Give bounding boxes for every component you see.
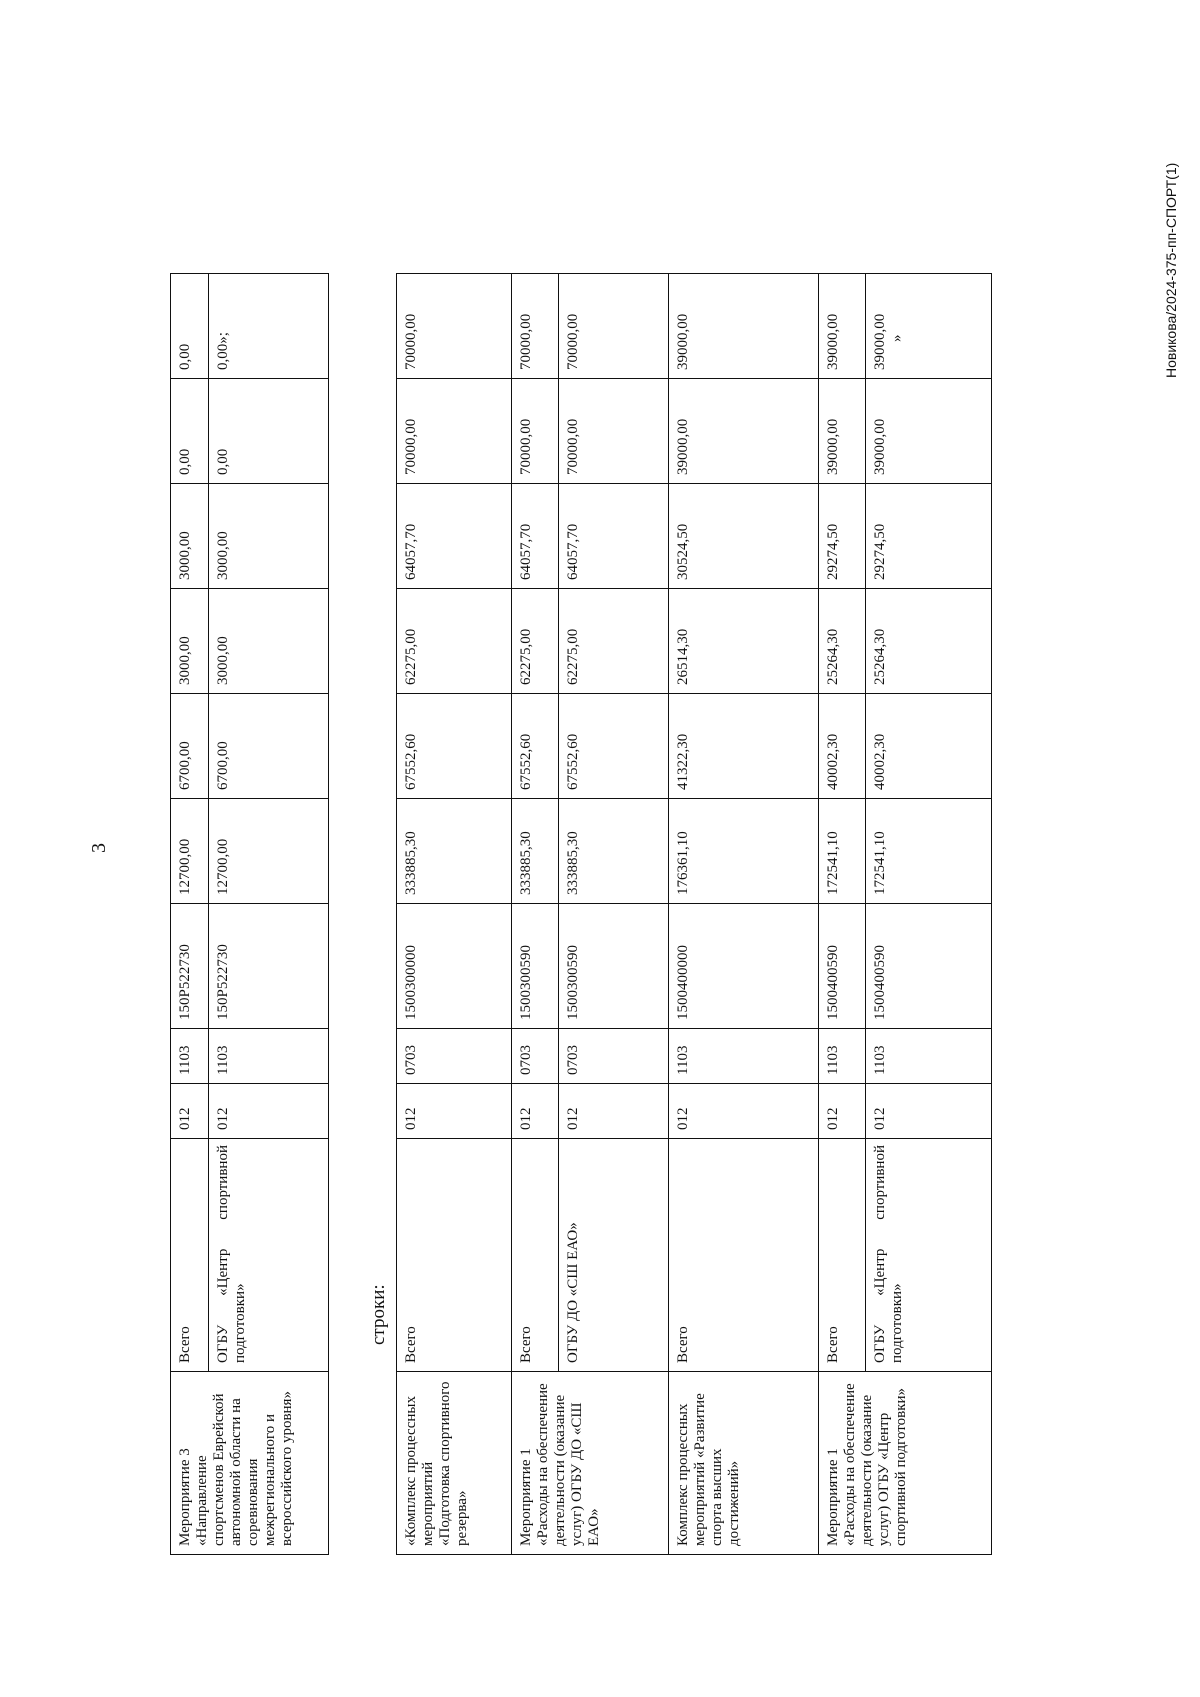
rzpr-cell: 1103 <box>171 1029 209 1084</box>
grbs-cell: 012 <box>559 1084 669 1139</box>
grbs-cell: 012 <box>209 1084 329 1139</box>
value-cell-3: 62275,00 <box>397 589 512 694</box>
executor-text: Всего <box>675 1326 691 1363</box>
measure-name-cell <box>171 1372 329 1555</box>
table-row <box>512 274 559 1555</box>
measure-name-line: услуг) ОГБУ «Центр <box>876 1412 892 1546</box>
executor-word: спортивной <box>872 1145 888 1220</box>
rzpr-cell: 1103 <box>819 1029 866 1084</box>
value-cell-3: 62275,00 <box>512 589 559 694</box>
measure-name-line: «Расходы на обеспечение <box>535 1383 551 1546</box>
value-cell-5: 39000,00 <box>669 379 819 484</box>
executor-text: Всего <box>518 1326 534 1363</box>
csr-cell: 1500300590 <box>559 904 669 1029</box>
csr-cell: 150Р522730 <box>209 904 329 1029</box>
measure-name-line: «Подготовка спортивного <box>437 1381 453 1546</box>
table-rows <box>396 273 992 1555</box>
value-cell-6: 70000,00 <box>397 274 512 379</box>
value-cell-6: 70000,00 <box>512 274 559 379</box>
executor-line <box>215 1145 232 1363</box>
rzpr-cell: 0703 <box>397 1029 512 1084</box>
measure-name-line: «Расходы на обеспечение <box>842 1383 858 1546</box>
executor-line: подготовки» <box>889 1283 905 1363</box>
value-cell-4: 3000,00 <box>209 484 329 589</box>
value-cell-3: 25264,30 <box>819 589 866 694</box>
value-cell-1: 12700,00 <box>209 799 329 904</box>
measure-name-line: всероссийского уровня» <box>279 1391 295 1546</box>
executor-cell <box>559 1139 669 1372</box>
footer-code: Новикова/2024-375-пп-СПОРТ(1) <box>1163 162 1179 378</box>
executor-word: «Центр <box>215 1248 231 1296</box>
value-cell-6: 39000,00 <box>669 274 819 379</box>
measure-name-line: «Комплекс процессных <box>403 1396 419 1546</box>
csr-cell: 1500400590 <box>866 904 992 1029</box>
grbs-cell: 012 <box>512 1084 559 1139</box>
table-measure-3 <box>170 273 329 1555</box>
strings-label: строки: <box>368 1284 389 1345</box>
value-cell-2: 67552,60 <box>559 694 669 799</box>
grbs-cell: 012 <box>397 1084 512 1139</box>
value-cell-6: 39000,00 » <box>866 274 992 379</box>
value-cell-5: 70000,00 <box>512 379 559 484</box>
measure-name-line: ЕАО» <box>586 1508 602 1546</box>
measure-name-line: мероприятий <box>420 1461 436 1546</box>
measure-name-line: услуг) ОГБУ ДО «СШ <box>569 1402 585 1546</box>
grbs-cell: 012 <box>171 1084 209 1139</box>
table-row <box>171 274 209 1555</box>
grbs-cell: 012 <box>669 1084 819 1139</box>
measure-name-line: спорта высших <box>709 1448 725 1546</box>
value-cell-2: 41322,30 <box>669 694 819 799</box>
measure-name-cell <box>397 1372 512 1555</box>
table-row <box>669 274 819 1555</box>
executor-cell <box>819 1139 866 1372</box>
executor-word: ОГБУ <box>872 1324 888 1363</box>
value-cell-1: 176361,10 <box>669 799 819 904</box>
executor-cell <box>669 1139 819 1372</box>
table-row <box>397 274 512 1555</box>
measure-name-line: Мероприятие 1 <box>518 1448 534 1546</box>
rzpr-cell: 0703 <box>559 1029 669 1084</box>
executor-text: Всего <box>403 1326 419 1363</box>
measure-name-line: Мероприятие 1 <box>825 1448 841 1546</box>
value-cell-2: 67552,60 <box>397 694 512 799</box>
rzpr-cell: 1103 <box>209 1029 329 1084</box>
value-cell-2: 6700,00 <box>171 694 209 799</box>
csr-cell: 1500400000 <box>669 904 819 1029</box>
measure-name-line: соревнования <box>245 1458 261 1546</box>
value-cell-5: 0,00 <box>209 379 329 484</box>
csr-cell: 1500400590 <box>819 904 866 1029</box>
value-cell-6: 39000,00 <box>819 274 866 379</box>
rzpr-cell: 1103 <box>866 1029 992 1084</box>
value-cell-5: 39000,00 <box>866 379 992 484</box>
value-cell-6: 0,00 <box>171 274 209 379</box>
csr-cell: 1500300590 <box>512 904 559 1029</box>
executor-word: «Центр <box>872 1248 888 1296</box>
value-cell-4: 29274,50 <box>866 484 992 589</box>
executor-word: ОГБУ <box>215 1324 231 1363</box>
value-cell-2: 40002,30 <box>866 694 992 799</box>
value-cell-4: 64057,70 <box>559 484 669 589</box>
table-row <box>559 274 669 1555</box>
measure-name-line: спортсменов Еврейской <box>211 1393 227 1546</box>
page-number: 3 <box>88 843 110 853</box>
value-cell-6: 0,00»; <box>209 274 329 379</box>
csr-cell: 150Р522730 <box>171 904 209 1029</box>
value-cell-3: 62275,00 <box>559 589 669 694</box>
value-cell-1: 333885,30 <box>559 799 669 904</box>
value-cell-1: 333885,30 <box>512 799 559 904</box>
executor-text: Всего <box>825 1326 841 1363</box>
measure-name-line: межрегионального и <box>262 1413 278 1546</box>
measure-name-line: мероприятий «Развитие <box>692 1393 708 1546</box>
measure-name-line: достижений» <box>726 1460 742 1546</box>
value-cell-4: 29274,50 <box>819 484 866 589</box>
grbs-cell: 012 <box>866 1084 992 1139</box>
table-row <box>866 274 992 1555</box>
executor-cell <box>397 1139 512 1372</box>
executor-cell <box>171 1139 209 1372</box>
value-cell-1: 172541,10 <box>819 799 866 904</box>
executor-line <box>872 1145 889 1363</box>
value-cell-3: 26514,30 <box>669 589 819 694</box>
value-cell-6: 70000,00 <box>559 274 669 379</box>
csr-cell: 1500300000 <box>397 904 512 1029</box>
measure-name-cell <box>819 1372 992 1555</box>
value-cell-3: 3000,00 <box>209 589 329 694</box>
value-cell-3: 25264,30 <box>866 589 992 694</box>
rzpr-cell: 0703 <box>512 1029 559 1084</box>
value-cell-1: 333885,30 <box>397 799 512 904</box>
measure-name-line: «Направление <box>194 1455 210 1546</box>
grbs-cell: 012 <box>819 1084 866 1139</box>
rzpr-cell: 1103 <box>669 1029 819 1084</box>
closing-quote: » <box>889 334 905 342</box>
value-cell-1: 12700,00 <box>171 799 209 904</box>
measure-name-line: автономной области на <box>228 1398 244 1546</box>
rotated-content <box>170 65 1085 1555</box>
value-cell-2: 40002,30 <box>819 694 866 799</box>
executor-cell <box>209 1139 329 1372</box>
executor-word: спортивной <box>215 1145 231 1220</box>
table-row <box>819 274 866 1555</box>
measure-name-line: спортивной подготовки» <box>893 1387 909 1546</box>
table-row <box>209 274 329 1555</box>
value-cell-2: 6700,00 <box>209 694 329 799</box>
executor-text: Всего <box>177 1326 193 1363</box>
value-cell-4: 64057,70 <box>397 484 512 589</box>
measure-name-line: Мероприятие 3 <box>177 1448 193 1546</box>
measure-name-line: резерва» <box>454 1490 470 1546</box>
measure-name-line: деятельности (оказание <box>552 1394 568 1546</box>
measure-name-line: Комплекс процессных <box>675 1403 691 1546</box>
executor-text: ОГБУ ДО «СШ ЕАО» <box>565 1222 581 1363</box>
value-cell-4: 3000,00 <box>171 484 209 589</box>
measure-name-cell <box>512 1372 669 1555</box>
measure-name-cell <box>669 1372 819 1555</box>
value-cell-1: 172541,10 <box>866 799 992 904</box>
executor-line: подготовки» <box>232 1283 248 1363</box>
value-cell-4: 64057,70 <box>512 484 559 589</box>
value-cell-4: 30524,50 <box>669 484 819 589</box>
value-cell-5: 70000,00 <box>397 379 512 484</box>
value-cell-5: 39000,00 <box>819 379 866 484</box>
value-cell-3: 3000,00 <box>171 589 209 694</box>
executor-cell <box>866 1139 992 1372</box>
measure-name-line: деятельности (оказание <box>859 1394 875 1546</box>
value-cell-5: 0,00 <box>171 379 209 484</box>
executor-cell <box>512 1139 559 1372</box>
value-cell-5: 70000,00 <box>559 379 669 484</box>
value-cell-2: 67552,60 <box>512 694 559 799</box>
